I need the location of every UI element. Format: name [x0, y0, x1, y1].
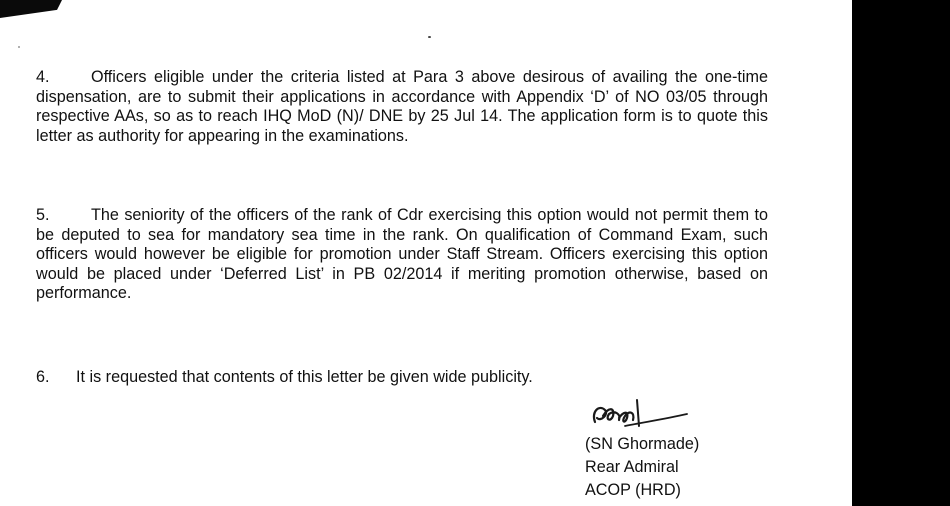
- paragraph-4-number: 4.: [36, 68, 50, 86]
- paragraph-6-text: It is requested that contents of this letter be given wide publicity.: [76, 368, 533, 386]
- scan-speck: [428, 36, 431, 38]
- scan-corner-mark: [0, 0, 62, 18]
- paragraph-5: [36, 206, 768, 304]
- signatory-rank: Rear Admiral: [585, 458, 679, 476]
- scan-speck: [18, 46, 20, 48]
- paragraph-4-text: Officers eligible under the criteria listed at Para 3 above desirous of availing the one-time dispensation, are to submit their applications in accordance with Appendix ‘D’ of NO 03/05 through respective AAs, so as to reach IHQ MoD (N)/ DNE by 25 Jul 14. The application form is to quote this letter as authority for appearing in the examinations.: [36, 68, 768, 145]
- signatory-appointment: ACOP (HRD): [585, 481, 681, 499]
- signature-block: [585, 392, 755, 502]
- paragraph-4: [36, 68, 768, 146]
- paragraph-5-text: The seniority of the officers of the rank of Cdr exercising this option would not permit them to be deputed to sea for mandatory sea time in the rank. On qualification of Command Exam, such officers would however be eligible for promotion under Staff Stream. Officers exercising this option would be placed under ‘Deferred List’ in PB 02/2014 if meriting promotion otherwise, based on performance.: [36, 206, 768, 303]
- scan-black-edge: [852, 0, 950, 506]
- paragraph-6: [36, 368, 768, 388]
- signatory-name: (SN Ghormade): [585, 435, 700, 453]
- paragraph-6-number: 6.: [36, 368, 50, 386]
- paragraph-5-number: 5.: [36, 206, 50, 224]
